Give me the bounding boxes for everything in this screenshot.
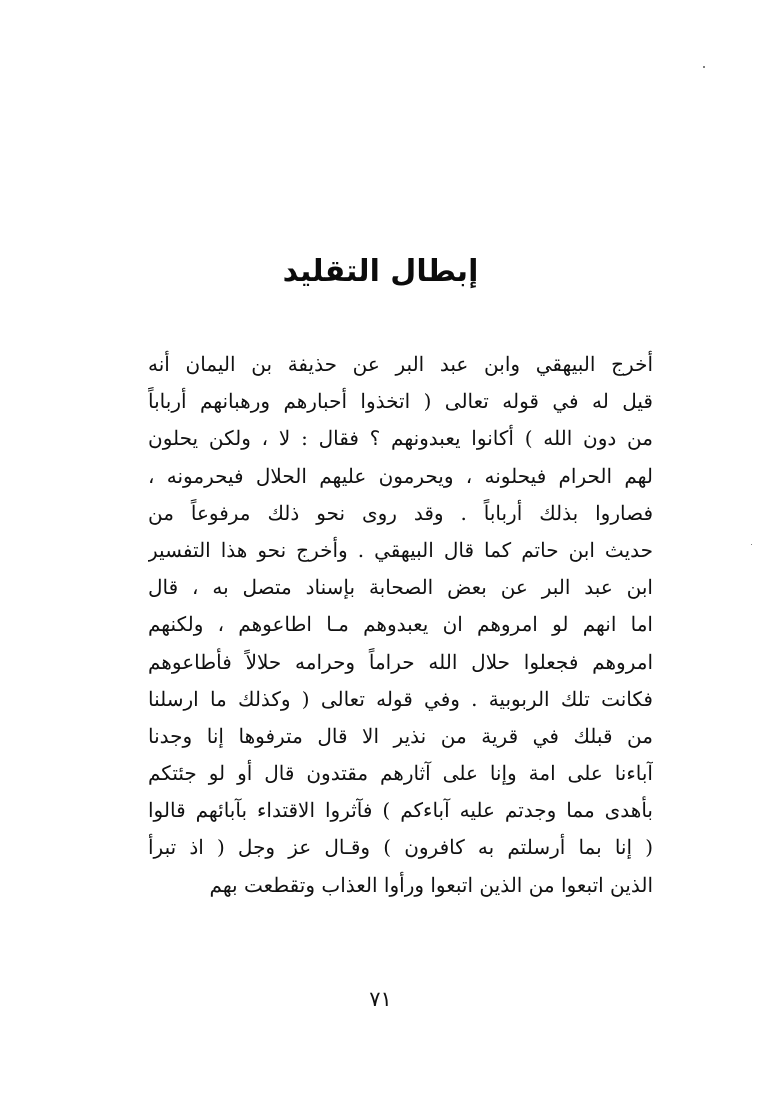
text-line: الذين اتبعوا من الذين اتبعوا ورأوا العذاب وتقطعت بهم — [209, 872, 653, 897]
text-line: حديث ابن حاتم كما قال البيهقي . وأخرج نحو هذا التفسير — [148, 537, 653, 562]
body-text — [148, 346, 653, 904]
text-line: اما انهم لو امروهم ان يعبدوهم مـا اطاعوهم ، ولكنهم — [148, 612, 653, 637]
scan-speck — [751, 544, 752, 545]
page-number: ٧١ — [369, 987, 392, 1011]
text-line: من قبلك في قرية من نذير الا قال مترفوها إنا وجدنا — [148, 723, 653, 748]
text-line: ابن عبد البر عن بعض الصحابة بإسناد متصل به ، قال — [148, 575, 653, 600]
text-line: بأهدى مما وجدتم عليه آباءكم ) فآثروا الاقتداء بآبائهم قالوا — [148, 798, 653, 823]
scan-speck — [703, 66, 705, 68]
text-line: من دون الله ) أكانوا يعبدونهم ؟ فقال : لا ، ولكن يحلون — [148, 426, 653, 451]
text-line: لهم الحرام فيحلونه ، ويحرمون عليهم الحلال فيحرمونه ، — [148, 463, 653, 488]
text-line: أخرج البيهقي وابن عبد البر عن حذيفة بن اليمان أنه — [148, 352, 653, 376]
text-line: فصاروا بذلك أرباباً . وقد روى نحو ذلك مرفوعاً من — [148, 500, 653, 525]
chapter-title: إبطال التقليد — [282, 254, 479, 289]
text-line: آباءنا على امة وإنا على آثارهم مقتدون قال أو لو جئتكم — [148, 761, 653, 786]
text-line: فكانت تلك الربوبية . وفي قوله تعالى ( وكذلك ما ارسلنا — [148, 686, 653, 711]
text-line: امروهم فجعلوا حلال الله حراماً وحرامه حلالاً فأطاعوهم — [148, 649, 653, 674]
text-line: قيل له في قوله تعالى ( اتخذوا أحبارهم ورهبانهم أرباباً — [148, 389, 653, 414]
text-line: ( إنا بما أرسلتم به كافرون ) وقـال عز وجل ( اذ تبرأ — [148, 835, 653, 860]
